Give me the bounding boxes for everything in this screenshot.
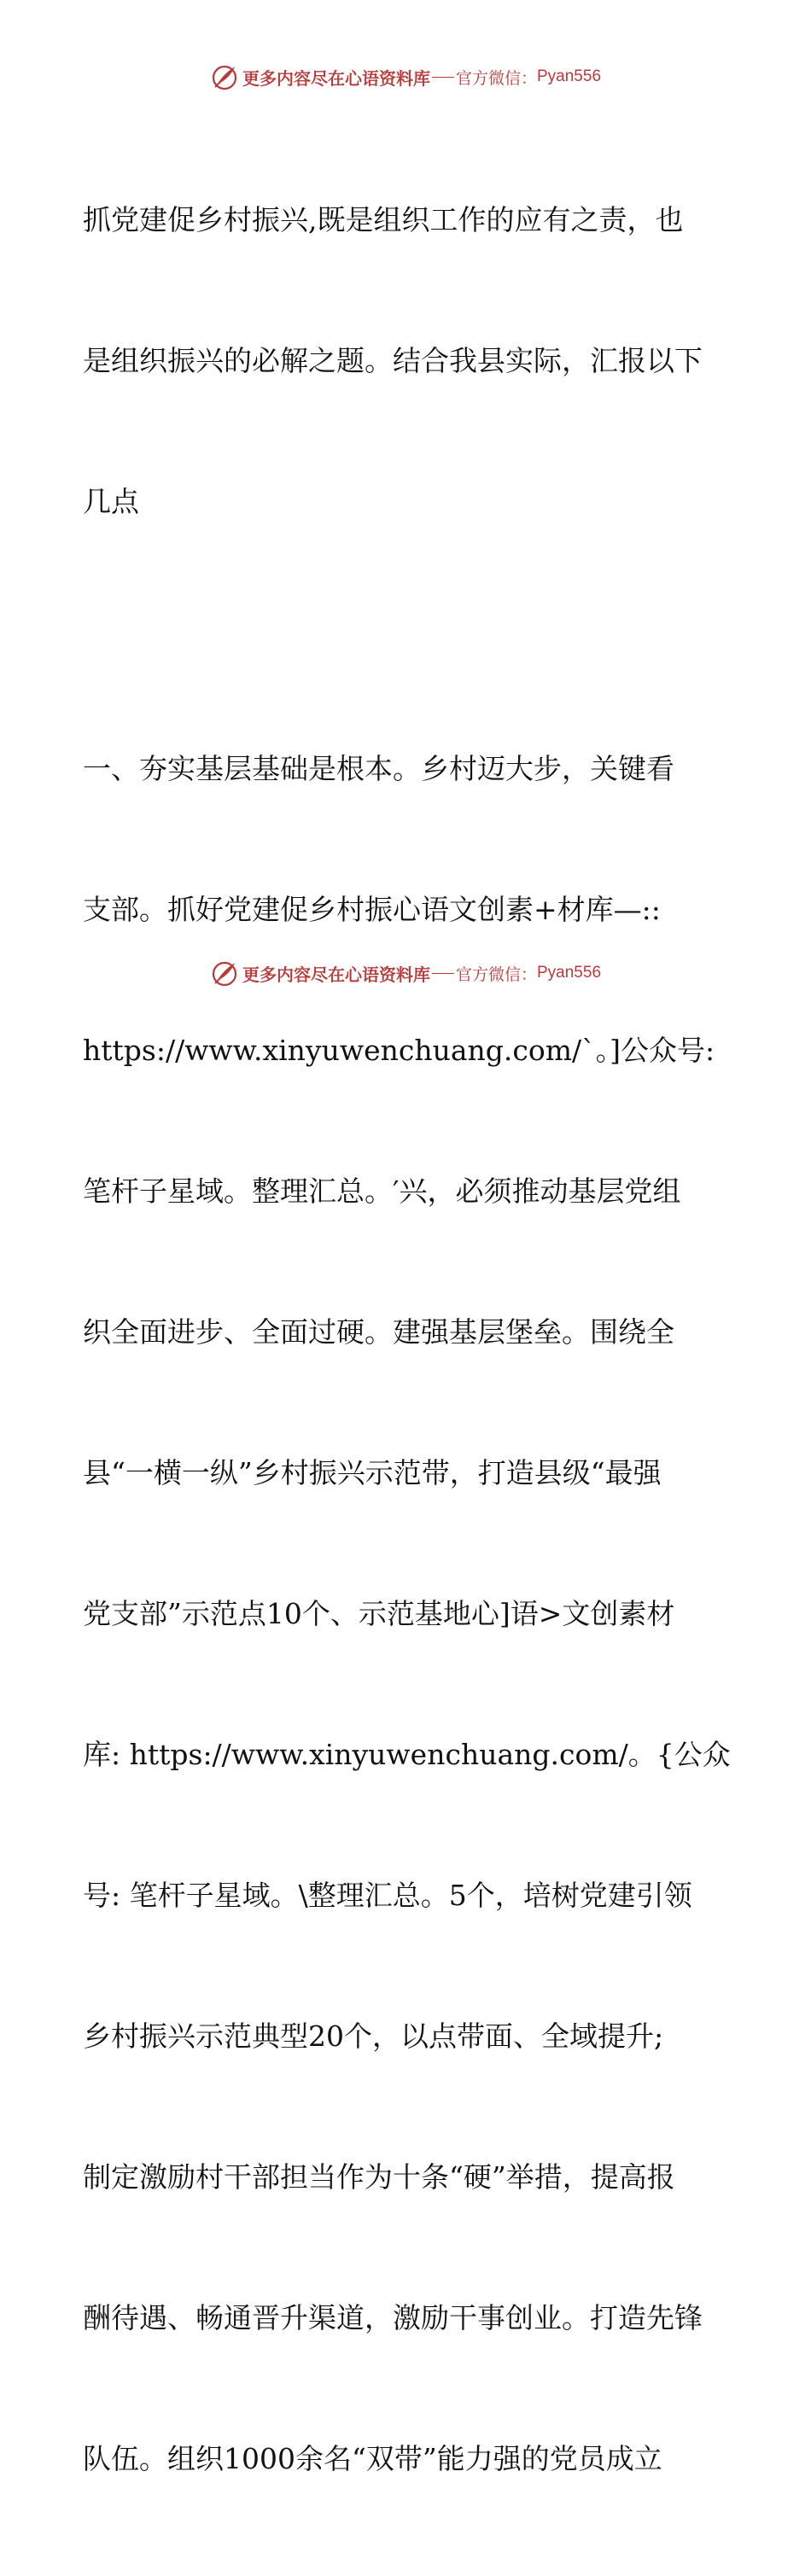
text-line: 库: https://www.xinyuwenchuang.com/。{公众: [83, 1738, 731, 1771]
paragraph-intro: [83, 102, 732, 619]
text-line: 队伍。组织1000余名“双带”能力强的党员成立: [83, 2442, 662, 2475]
text-line: 制定激励村干部担当作为十条“硬”举措，提高报: [83, 2160, 675, 2194]
header-watermark-banner: [0, 60, 811, 94]
quill-pen-logo-icon: [210, 959, 239, 988]
watermark-contact-label: 官方微信：: [455, 965, 537, 984]
text-line: 号: 笔杆子星域。\整理汇总。5个，培树党建引领: [83, 1879, 692, 1912]
text-line: 织全面进步、全面过硬。建强基层堡垒。围绕全: [83, 1315, 674, 1349]
document-body: [83, 102, 732, 2576]
text-line: 党支部”示范点10个、示范基地心]语>文创素材: [83, 1597, 675, 1630]
footer-watermark-banner: [0, 956, 811, 990]
text-line: 县“一横一纵”乡村振兴示范带，打造县级“最强: [83, 1456, 662, 1489]
text-line: 一、夯实基层基础是根本。乡村迈大步，关键看: [83, 752, 674, 785]
text-line: 乡村振兴示范典型20个，以点带面、全域提升;: [83, 2019, 664, 2053]
watermark-contact-id: Pyan556: [537, 964, 602, 982]
watermark-contact-id: Pyan556: [537, 67, 602, 85]
watermark-divider: [432, 77, 454, 78]
watermark-text: 更多内容尽在心语资料库: [242, 964, 430, 985]
text-line: 抓党建促乡村振兴,既是组织工作的应有之责，也: [83, 203, 684, 236]
paragraph-section-one: [83, 651, 732, 2576]
text-line: 支部。抓好党建促乡村振心语文创素+材库—::: [83, 893, 661, 926]
watermark-contact-label: 官方微信：: [455, 68, 537, 88]
text-line: 酬待遇、畅通晋升渠道，激励干事创业。打造先锋: [83, 2301, 703, 2334]
text-line: https://www.xinyuwenchuang.com/`。]公众号:: [83, 1034, 715, 1067]
watermark-text: 更多内容尽在心语资料库: [242, 67, 430, 89]
text-line: 笔杆子星域。整理汇总。′兴，必须推动基层党组: [83, 1174, 681, 1208]
quill-pen-logo-icon: [210, 62, 239, 91]
watermark-divider: [432, 973, 454, 974]
text-line: 是组织振兴的必解之题。结合我县实际，汇报以下: [83, 344, 703, 377]
text-line: 几点: [83, 485, 139, 518]
paragraph-gap: [83, 619, 732, 651]
